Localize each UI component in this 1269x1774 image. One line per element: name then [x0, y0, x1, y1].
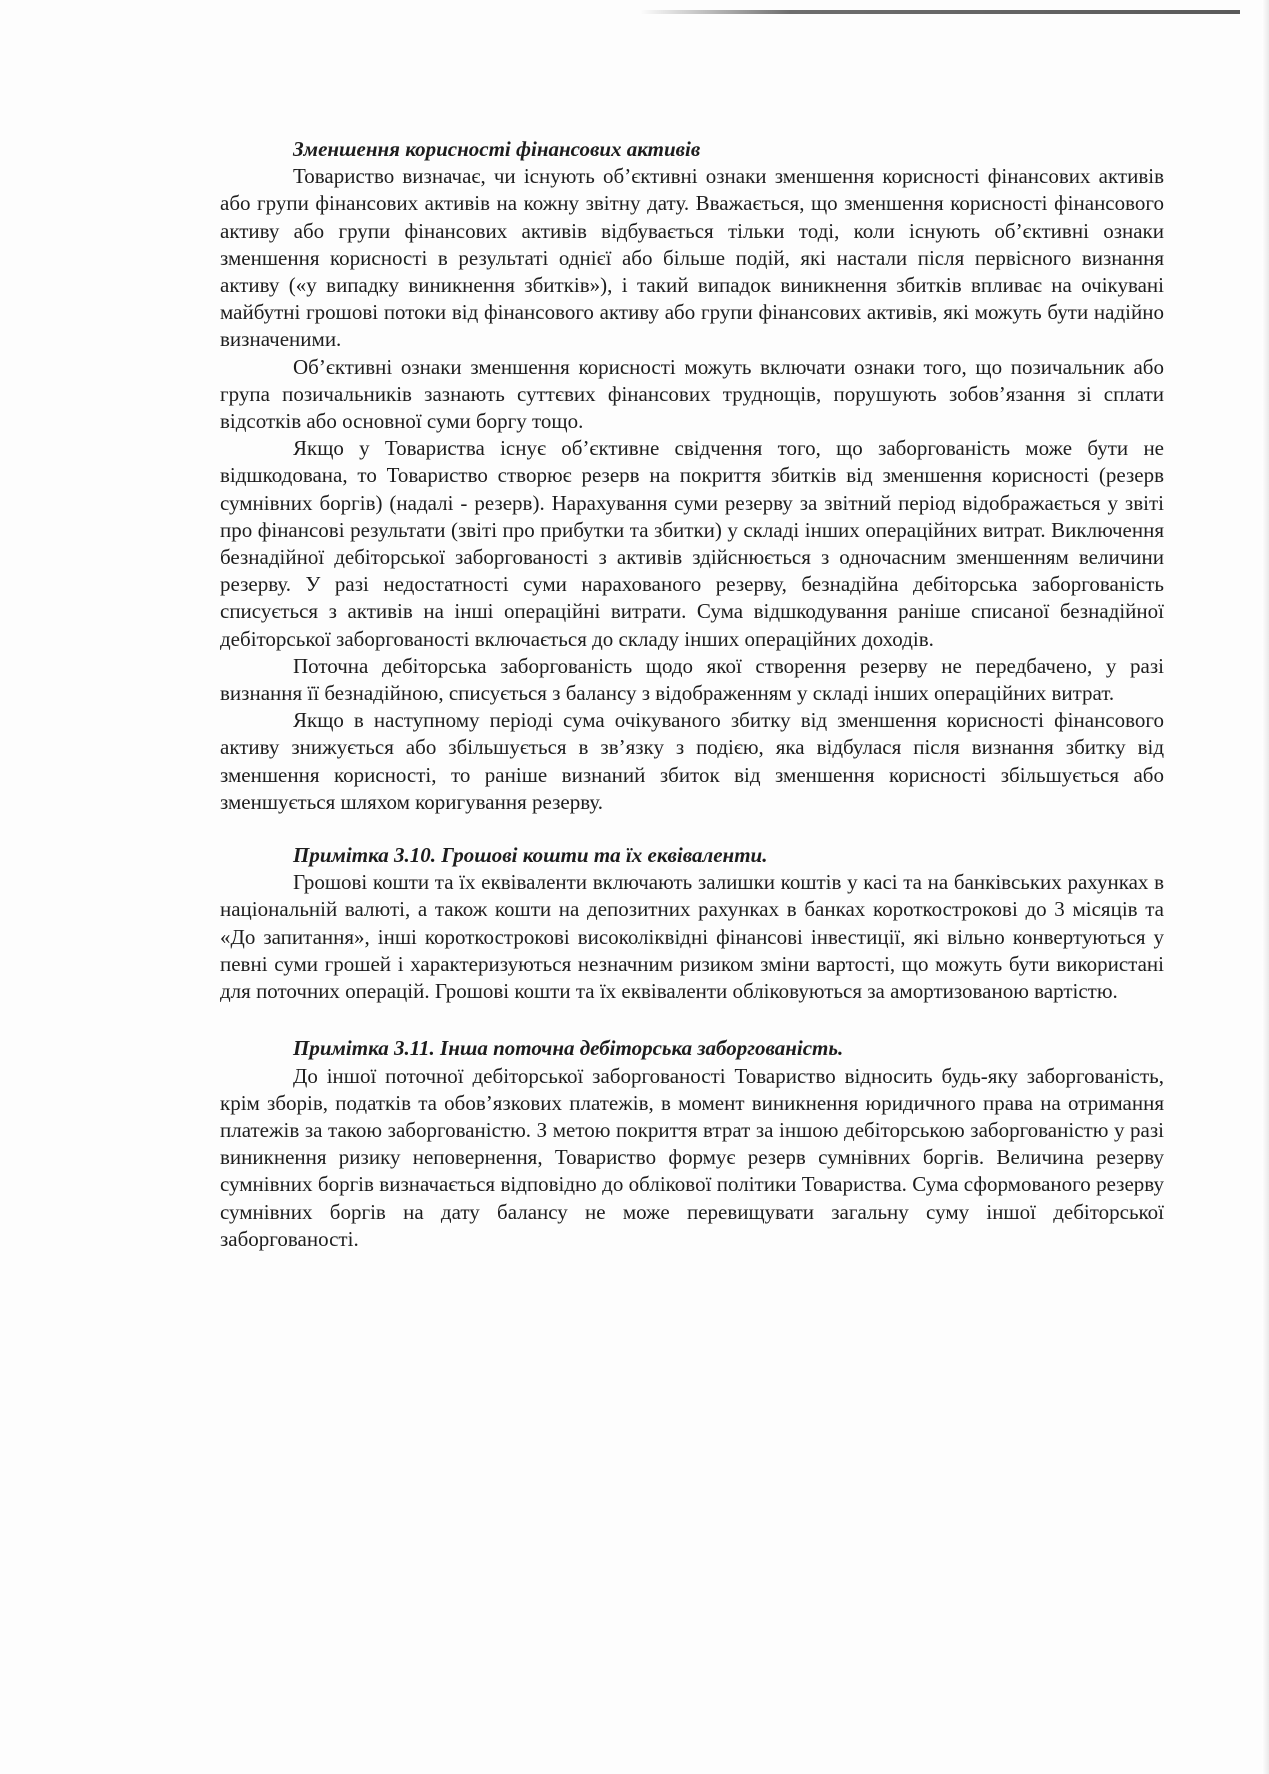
section-spacer [220, 816, 1164, 842]
paragraph: До іншої поточної дебіторської заборгованості Товариство відносить будь-яку заборгованість, крім зборів, податків та обов’язкових платежів, в момент виникнення юридичного права на отримання платежів за такою заборгованістю. З метою покриття втрат за іншою дебіторською заборгованістю у разі виникнення ризику неповернення, Товариство формує резерв сумнівних боргів. Величина резерву сумнівних боргів визначається відповідно до облікової політики Товариства. Сума сформованого резерву сумнівних боргів на дату балансу не може перевищувати загальну суму іншої дебіторської заборгованості. [220, 1063, 1164, 1251]
paragraph: Об’єктивні ознаки зменшення корисності можуть включати ознаки того, що позичальник або група позичальників зазнають суттєвих фінансових труднощів, порушують зобов’язання зі сплати відсотків або основної суми боргу тощо. [220, 354, 1164, 434]
paragraph: Якщо у Товариства існує об’єктивне свідчення того, що заборгованість може бути не відшкодована, то Товариство створює резерв на покриття збитків від зменшення корисності (резерв сумнівних боргів) (надалі - резерв). Нарахування суми резерву за звітний період відображається у звіті про фінансові результати (звіті про прибутки та збитки) у складі інших операційних витрат. Виключення безнадійної дебіторської заборгованості з активів здійснюється з одночасним зменшенням величини резерву. У разі недостатності суми нарахованого резерву, безнадійна дебіторська заборгованість списується з активів на інші операційні витрати. Сума відшкодування раніше списаної безнадійної дебіторської заборгованості включається до складу інших операційних доходів. [220, 436, 1164, 651]
section-heading-impairment: Зменшення корисності фінансових активів [293, 137, 701, 161]
document-body [220, 136, 1164, 1253]
section-heading-cash: Примітка 3.10. Грошові кошти та їх еквіваленти. [293, 843, 768, 868]
scan-edge-line [640, 10, 1240, 14]
section-heading-receivables: Примітка 3.11. Інша поточна дебіторська заборгованість. [293, 1036, 844, 1061]
scan-edge-shadow [1262, 0, 1269, 1774]
paragraph: Поточна дебіторська заборгованість щодо якої створення резерву не передбачено, у разі визнання її безнадійною, списується з балансу з відображенням у складі інших операційних витрат. [220, 653, 1164, 706]
paragraph: Грошові кошти та їх еквіваленти включають залишки коштів у касі та на банківських рахунках в національній валюті, а також кошти на депозитних рахунках в банках короткострокові до 3 місяців та «До запитання», інші короткострокові високоліквідні фінансові інвестиції, які вільно конвертуються у певні суми грошей і характеризуються незначним ризиком зміни вартості, що можуть бути використані для поточних операцій. Грошові кошти та їх еквіваленти обліковуються за амортизованою вартістю. [220, 870, 1164, 1004]
paragraph: Якщо в наступному періоді сума очікуваного збитку від зменшення корисності фінансового активу знижується або збільшується в зв’язку з подією, яка відбулася після визнання збитку від зменшення корисності, то раніше визнаний збиток від зменшення корисності збільшується або зменшується шляхом коригування резерву. [220, 708, 1164, 814]
paragraph: Товариство визначає, чи існують об’єктивні ознаки зменшення корисності фінансових активів або групи фінансових активів на кожну звітну дату. Вважається, що зменшення корисності фінансового активу або групи фінансових активів відбувається тільки тоді, коли існують об’єктивні ознаки зменшення корисності в результаті однієї або більше подій, які настали після первісного визнання активу («у випадку виникнення збитків»), і такий випадок виникнення збитків впливає на очікувані майбутні грошові потоки від фінансового активу або групи фінансових активів, які можуть бути надійно визначеними. [220, 164, 1164, 352]
section-spacer [220, 1005, 1164, 1035]
